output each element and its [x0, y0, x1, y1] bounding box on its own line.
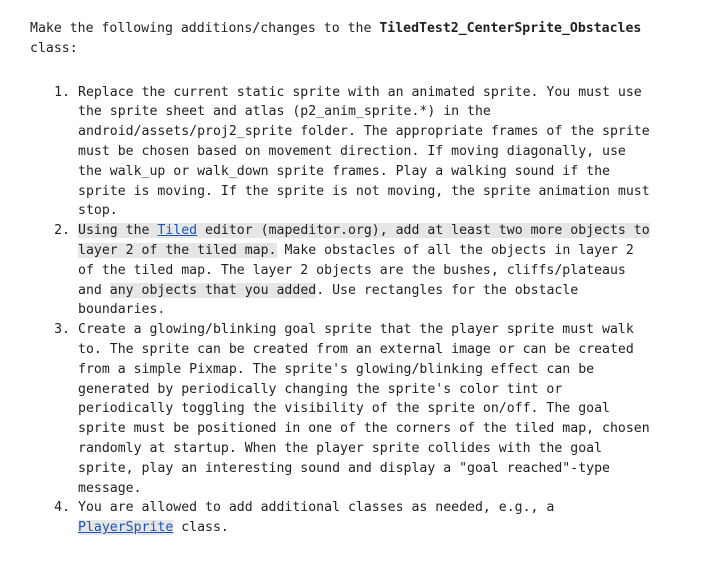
- class-name: TiledTest2_CenterSprite_Obstacles: [379, 21, 642, 36]
- task-item-3: [78, 320, 653, 498]
- task-2-text-c: Make obstacles of all the objects in layer 2 of the tiled map. The layer 2 objects are the bushes, cliffs/plateaus and: [78, 242, 634, 298]
- task-list: [30, 83, 653, 538]
- playersprite-link[interactable]: PlayerSprite: [78, 520, 174, 536]
- assignment-document: [30, 19, 670, 538]
- task-2-highlight-b: any objects that you added: [109, 282, 317, 298]
- task-4-text-b: class.: [173, 520, 229, 536]
- tiled-link[interactable]: Tiled: [157, 223, 198, 239]
- task-item-4: [78, 498, 653, 538]
- intro-text-after: class:: [30, 40, 78, 56]
- task-2-text-a: Using the: [78, 223, 158, 239]
- intro-text-before: Make the following additions/changes to the: [30, 21, 380, 36]
- task-3-text: Create a glowing/blinking goal sprite that the player sprite must walk to. The sprite can be created from an external image or can be created from a simple Pixmap. The sprite's glowing/blinking effect can be generated by periodically changing the sprite's color tint or periodically toggling the visibility of the sprite on/off. The goal sprite must be positioned in one of the corners of the tiled map, chosen randomly at startup. When the player sprite collides with the goal sprite, play an interesting sound and display a "goal reached"-type message.: [78, 322, 650, 496]
- task-4-text-a: You are allowed to add additional classes as needed, e.g., a: [78, 500, 555, 516]
- task-2-text-d: . Use rectangles for the obstacle boundaries.: [78, 282, 579, 318]
- task-item-1: [78, 83, 653, 222]
- task-1-text: Replace the current static sprite with an animated sprite. You must use the sprite sheet and atlas (p2_anim_sprite.*) in the android/assets/proj2_sprite folder. The appropriate frames of the sprite must be chosen based on movement direction. If moving diagonally, use the walk_up or walk_down sprite frames. Play a walking sound if the sprite is moving. If the sprite is not moving, the sprite animation must stop.: [78, 84, 650, 219]
- intro-paragraph: [30, 19, 655, 59]
- task-2-text-b: editor (mapeditor.org), add at least two more objects to layer 2 of the tiled map.: [78, 223, 650, 258]
- task-item-2: [78, 221, 653, 320]
